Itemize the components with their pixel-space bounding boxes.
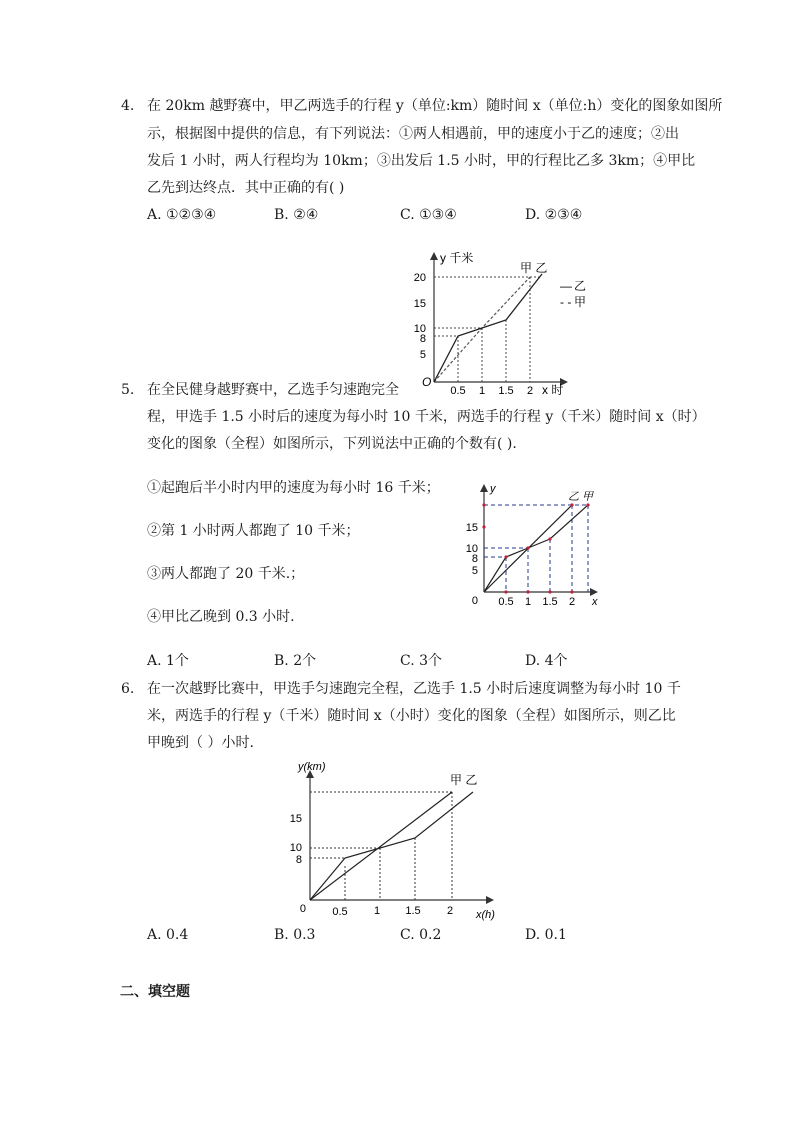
q4-graph [412, 244, 602, 400]
q6-xtick-2: 2 [446, 905, 454, 917]
q4-x-axis-label: x 时 [542, 383, 564, 397]
q6-xtick-1: 1 [373, 905, 381, 917]
q4-xtick-0-5: 0.5 [450, 385, 466, 397]
q4-xtick-1-5: 1.5 [498, 385, 514, 397]
q5-graph [462, 480, 612, 612]
q4-origin: O [422, 375, 432, 389]
q4-y-axis-label: y 千米 [440, 251, 474, 265]
q5-ytick-15: 15 [465, 522, 478, 534]
q6-y-axis-label: y(km) [298, 761, 326, 773]
q5-option-a[interactable]: A. 1个 [147, 653, 189, 669]
q5-y-axis-label: y [490, 483, 496, 495]
q5-ytick-8: 8 [471, 553, 478, 565]
q5-xtick-1: 1 [524, 596, 532, 608]
q5-end-labels: 乙 甲 [568, 491, 594, 503]
q6-xtick-0-5: 0.5 [332, 906, 348, 918]
q6-ytick-15: 15 [289, 813, 302, 825]
q5-statement-1: ①起跑后半小时内甲的速度为每小时 16 千米； [147, 480, 440, 496]
q6-option-a[interactable]: A. 0.4 [147, 927, 189, 943]
q4-legend-jia-name: 甲 [574, 295, 587, 309]
q4-option-c[interactable]: C. ①③④ [400, 207, 457, 223]
q5-statement-3: ③两人都跑了 20 千米.； [147, 566, 305, 582]
q6-end-labels: 甲 乙 [450, 773, 478, 787]
q4-text-line-2: 示，根据图中提供的信息，有下列说法：①两人相遇前，甲的速度小于乙的速度；②出 [147, 126, 679, 142]
q4-legend-jia-symbol: - - [560, 295, 572, 309]
q4-legend-yi-symbol: — [560, 279, 572, 293]
q4-option-a[interactable]: A. ①②③④ [147, 207, 217, 223]
q5-xtick-2: 2 [568, 596, 576, 608]
q4-legend-yi-name: 乙 [574, 279, 587, 293]
q4-text-line-4: 乙先到达终点．其中正确的有( ) [147, 180, 345, 196]
q4-ytick-20: 20 [413, 272, 426, 284]
q5-text-line-1: 在全民健身越野赛中，乙选手匀速跑完全 [147, 382, 399, 398]
q6-number: 6. [121, 681, 135, 697]
q4-end-labels: 甲 乙 [520, 261, 548, 275]
q5-option-c[interactable]: C. 3个 [400, 653, 443, 669]
q4-ytick-15: 15 [413, 298, 426, 310]
q6-option-c[interactable]: C. 0.2 [400, 927, 442, 943]
q6-text-line-1: 在一次越野比赛中，甲选手匀速跑完全程，乙选手 1.5 小时后速度调整为每小时 10 千 [147, 681, 681, 697]
q4-option-b[interactable]: B. ②④ [274, 207, 319, 223]
q6-ytick-10: 10 [289, 842, 302, 854]
q4-number: 4. [121, 98, 135, 114]
q5-text-line-3: 变化的图象（全程）如图所示，下列说法中正确的个数有( ). [147, 436, 517, 452]
q5-option-b[interactable]: B. 2个 [274, 653, 317, 669]
q6-text-line-2: 米，两选手的行程 y（千米）随时间 x（小时）变化的图象（全程）如图所示，则乙比 [147, 708, 676, 724]
q6-graph [280, 758, 500, 922]
section-title-fill-in: 二、填空题 [120, 984, 190, 1000]
q6-x-axis-label: x(h) [476, 909, 495, 921]
q5-option-d[interactable]: D. 4个 [525, 653, 568, 669]
q5-xtick-1-5: 1.5 [542, 596, 558, 608]
q6-ytick-8: 8 [295, 854, 302, 866]
q6-option-b[interactable]: B. 0.3 [274, 927, 316, 943]
q6-option-d[interactable]: D. 0.1 [525, 927, 567, 943]
q6-origin: 0 [299, 903, 306, 915]
q6-series-jia [310, 792, 452, 900]
q4-text-line-3: 发后 1 小时，两人行程均为 10km；③出发后 1.5 小时，甲的行程比乙多 3km；④甲比 [147, 153, 696, 169]
q4-xtick-1: 1 [478, 385, 486, 397]
q4-ytick-10: 10 [413, 323, 426, 335]
q4-ytick-8: 8 [419, 333, 426, 345]
q5-origin: 0 [471, 595, 478, 607]
q5-statement-4: ④甲比乙晚到 0.3 小时. [147, 609, 295, 625]
q5-text-line-2: 程，甲选手 1.5 小时后的速度为每小时 10 千米，两选手的行程 y（千米）随时间 x（时） [147, 409, 706, 425]
q5-statement-2: ②第 1 小时两人都跑了 10 千米； [147, 523, 360, 539]
q5-number: 5. [121, 382, 135, 398]
q4-xtick-2: 2 [526, 385, 534, 397]
q4-ytick-5: 5 [419, 349, 426, 361]
q4-option-d[interactable]: D. ②③④ [525, 207, 583, 223]
q5-xtick-0-5: 0.5 [498, 596, 514, 608]
q6-xtick-1-5: 1.5 [405, 905, 421, 917]
q6-text-line-3: 甲晚到（ ）小时. [147, 735, 254, 751]
q4-text-line-1: 在 20km 越野赛中，甲乙两选手的行程 y（单位:km）随时间 x（单位:h）变化的图象如图所 [147, 98, 723, 114]
q6-series-yi [310, 792, 473, 900]
q5-x-axis-label: x [592, 596, 598, 608]
q5-ytick-5: 5 [471, 565, 478, 577]
q5-ytick-10: 10 [465, 543, 478, 555]
